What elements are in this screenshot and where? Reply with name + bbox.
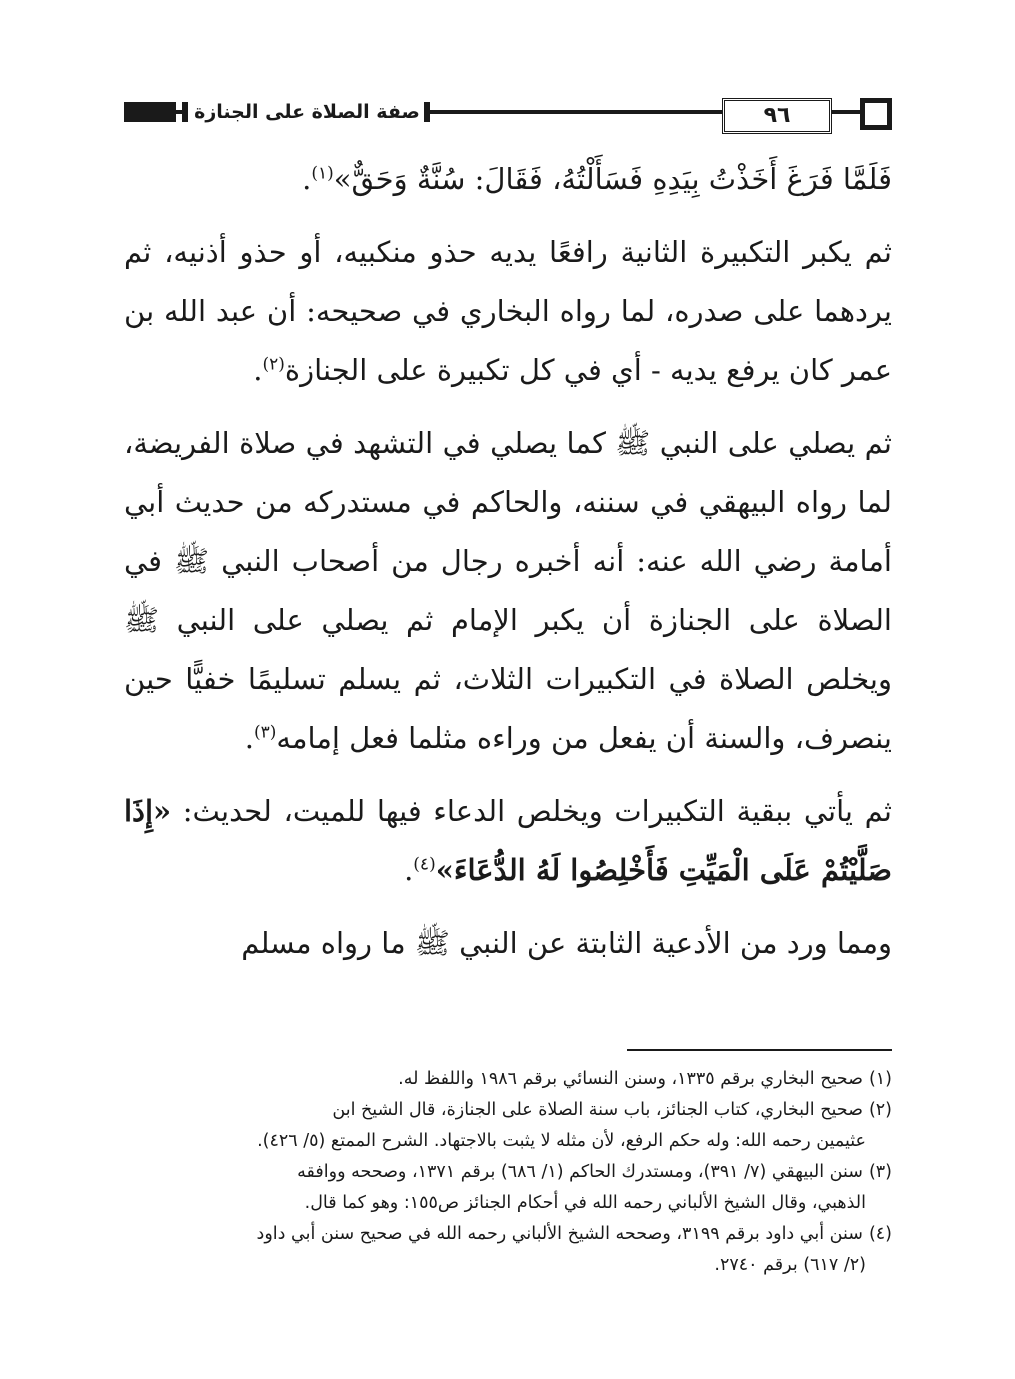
page-number: ٩٦ bbox=[722, 98, 832, 134]
footnote-text: سنن أبي داود برقم ٣١٩٩، وصححه الشيخ الألباني رحمه الله في صحيح سنن أبي داود bbox=[256, 1224, 863, 1244]
footnote-number: (٣) bbox=[868, 1162, 892, 1182]
footnote-1 bbox=[124, 1064, 892, 1095]
second-takbir-text: ثم يكبر التكبيرة الثانية رافعًا يديه حذو منكبيه، أو حذو أذنيه، ثم يردهما على صدره، لما رواه البخاري في صحيحه: أن عبد الله بن عمر كان يرفع يديه - أي في كل تكبيرة على الجنازة bbox=[124, 235, 892, 387]
footnote-text: صحيح البخاري برقم ١٣٣٥، وسنن النسائي برقم ١٩٨٦ واللفظ له. bbox=[398, 1069, 863, 1089]
period: . bbox=[253, 353, 263, 387]
page-header bbox=[124, 94, 892, 134]
period: . bbox=[244, 721, 254, 755]
footnote-ref-4: (٤) bbox=[413, 854, 436, 875]
footnote-number: (٢) bbox=[868, 1100, 892, 1120]
main-text bbox=[124, 150, 892, 987]
footnote-ref-2: (٢) bbox=[262, 354, 285, 375]
period: . bbox=[404, 853, 414, 887]
footnote-text: سنن البيهقي (٧/ ٣٩١)، ومستدرك الحاكم (١/ ٦٨٦) برقم ١٣٧١، وصححه ووافقه bbox=[297, 1162, 863, 1182]
footnote-3-continuation: الذهبي، وقال الشيخ الألباني رحمه الله في أحكام الجنائز ص١٥٥: وهو كما قال. bbox=[304, 1193, 866, 1213]
footnote-text: صحيح البخاري، كتاب الجنائز، باب سنة الصلاة على الجنازة، قال الشيخ ابن bbox=[332, 1100, 863, 1120]
remaining-takbirs-text: ثم يأتي ببقية التكبيرات ويخلص الدعاء فيها للميت، لحديث: bbox=[171, 794, 892, 828]
footnote-number: (٤) bbox=[868, 1224, 892, 1244]
paragraph-5 bbox=[124, 914, 892, 973]
footnote-ref-3: (٣) bbox=[254, 722, 277, 743]
paragraph-3 bbox=[124, 414, 892, 768]
hadith-quote: «إِذَا صَلَّيْتُمْ عَلَى الْمَيِّتِ فَأَخْلِصُوا لَهُ الدُّعَاءَ» bbox=[124, 794, 892, 887]
header-end-square bbox=[860, 98, 892, 130]
header-left-tick bbox=[182, 102, 188, 122]
footnotes bbox=[124, 1064, 892, 1281]
footnote-ref-1: (١) bbox=[311, 163, 334, 184]
footnote-4-continuation: (٢/ ٦١٧) برقم ٢٧٤٠. bbox=[714, 1255, 866, 1275]
running-title: صفة الصلاة على الجنازة bbox=[192, 94, 422, 130]
duas-intro-text: ومما ورد من الأدعية الثابتة عن النبي ﷺ ما رواه مسلم bbox=[241, 926, 892, 960]
footnote-number: (١) bbox=[868, 1069, 892, 1089]
footnote-separator bbox=[627, 1049, 892, 1051]
paragraph-2 bbox=[124, 223, 892, 400]
paragraph-4 bbox=[124, 782, 892, 900]
period: . bbox=[302, 162, 312, 196]
salat-on-prophet-text: ثم يصلي على النبي ﷺ كما يصلي في التشهد في صلاة الفريضة، لما رواه البيهقي في سننه، والحاكم في مستدركه من حديث أبي أمامة رضي الله عنه: أنه أخبره رجال من أصحاب النبي ﷺ في الصلاة على الجنازة أن يكبر الإمام ثم يصلي على النبي ﷺ ويخلص الصلاة في التكبيرات الثلاث، ثم يسلم تسليمًا خفيًّا حين ينصرف، والسنة أن يفعل من وراءه مثلما فعل إمامه bbox=[124, 426, 892, 755]
footnote-3 bbox=[124, 1157, 892, 1188]
footnote-4 bbox=[124, 1219, 892, 1250]
hadith-ending: فَلَمَّا فَرَغَ أَخَذْتُ بِيَدِهِ فَسَأَلْتُهُ، فَقَالَ: سُنَّةٌ وَحَقٌّ» bbox=[333, 162, 892, 196]
paragraph-1 bbox=[124, 150, 892, 209]
footnote-2 bbox=[124, 1095, 892, 1126]
header-middle-line bbox=[430, 110, 722, 114]
header-left-bar bbox=[124, 102, 176, 122]
header-right-line bbox=[832, 110, 862, 114]
footnote-2-continuation: عثيمين رحمه الله: وله حكم الرفع، لأن مثله لا يثبت بالاجتهاد. الشرح الممتع (٥/ ٤٢٦). bbox=[257, 1131, 866, 1151]
